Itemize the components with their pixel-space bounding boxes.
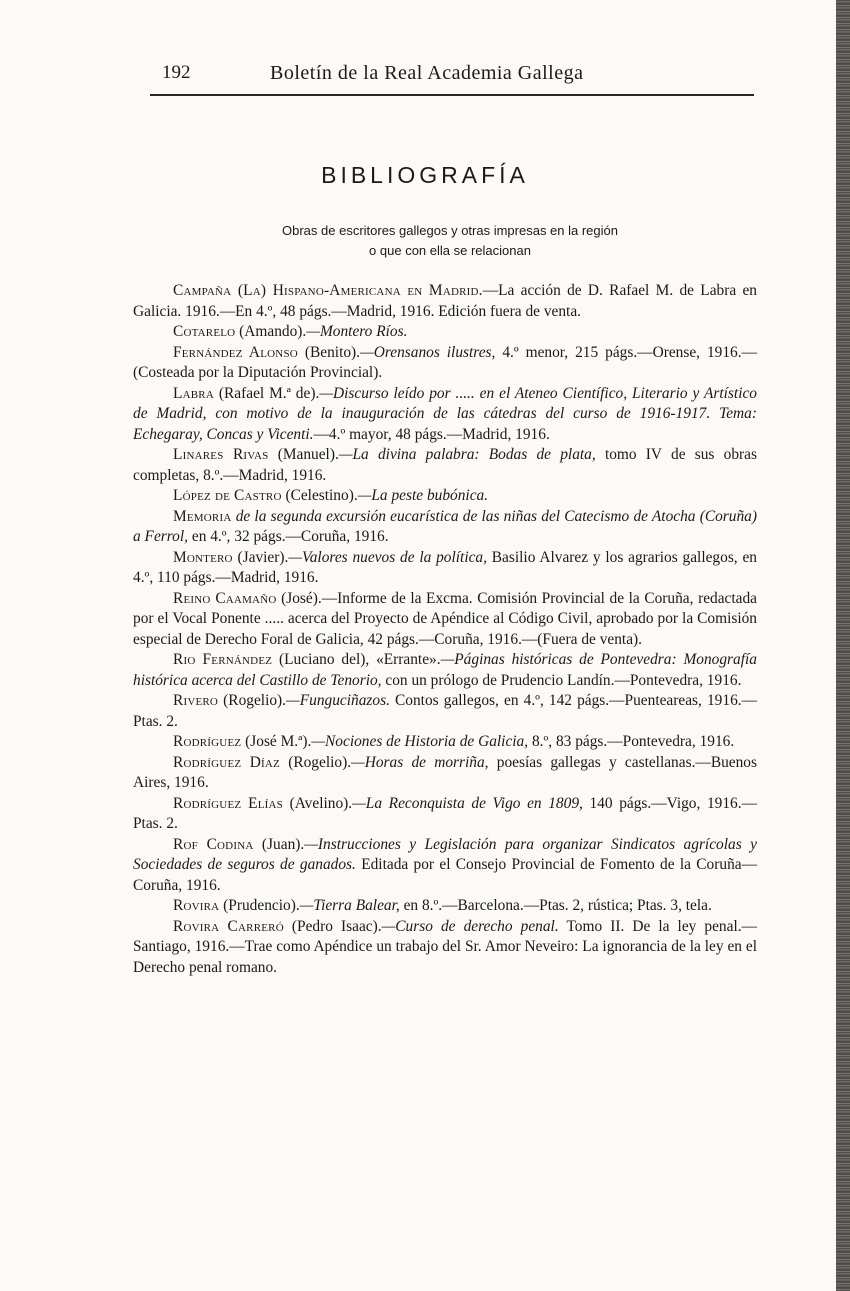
bibliography-entry bbox=[133, 732, 757, 753]
scanned-page-edge bbox=[836, 0, 850, 1291]
subtitle-line-1: Obras de escritores gallegos y otras impresas en la región bbox=[282, 223, 618, 238]
entry-author-name: (Prudencio). bbox=[219, 897, 300, 914]
section-subtitle bbox=[200, 221, 700, 261]
entry-details: con un prólogo de Prudencio Landín.—Pontevedra, 1916. bbox=[381, 671, 742, 689]
bibliography-entry bbox=[133, 917, 757, 979]
entry-author: Rodríguez Elías bbox=[173, 794, 283, 812]
entry-author: Fernández Alonso bbox=[173, 343, 298, 361]
entry-details: Basilio Alvarez y los agrarios gallegos, en 4.º, 110 págs.—Madrid, 1916. bbox=[133, 548, 757, 586]
bibliography-entry bbox=[133, 896, 757, 917]
entry-work: —Curso de derecho penal. bbox=[381, 917, 559, 935]
running-header bbox=[150, 60, 754, 96]
entry-work: —Nociones de Historia de Galicia, bbox=[311, 733, 529, 750]
entry-author-name: (Amando). bbox=[235, 323, 307, 340]
bibliography-entry bbox=[133, 486, 757, 507]
entry-author: Rodríguez bbox=[173, 733, 242, 750]
entry-work: —Funguciñazos. bbox=[286, 692, 390, 709]
entry-details: Tomo II. De la ley penal.—Santiago, 1916.—Trae como Apéndice un trabajo del Sr. Amor Neveiro: La ignorancia de la ley en el Derecho penal romano. bbox=[133, 917, 757, 976]
entry-author: Rovira Carreró bbox=[173, 917, 284, 935]
section-title: BIBLIOGRAFÍA bbox=[321, 162, 529, 188]
entry-details: en 4.º, 32 págs.—Coruña, 1916. bbox=[188, 528, 389, 545]
entry-details: 4.º menor, 215 págs.—Orense, 1916.—(Costeada por la Diputación Provincial). bbox=[133, 343, 757, 381]
bibliography-entry bbox=[133, 384, 757, 446]
bibliography-entry bbox=[133, 835, 757, 897]
entry-details: —4.º mayor, 48 págs.—Madrid, 1916. bbox=[313, 425, 550, 443]
entry-author: Rodríguez Díaz bbox=[173, 753, 280, 771]
entry-work: —Discurso leído por ..... en el Ateneo Científico, Literario y Artístico de Madrid, con motivo de la inauguración de las cátedras del curso de 1916-1917. Tema: Echegaray, Concas y Vicenti. bbox=[133, 384, 757, 443]
entry-author-name: (Celestino). bbox=[281, 487, 358, 504]
entry-work: —La divina palabra: Bodas de plata, bbox=[338, 446, 596, 463]
entry-author-name: (Rafael M.ª de). bbox=[213, 384, 320, 402]
entry-work: de la segunda excursión eucarística de las niñas del Catecismo de Atocha (Coruña) a Ferrol, bbox=[133, 507, 757, 545]
entry-author-name: (Avelino). bbox=[282, 794, 353, 812]
entry-details: Editada por el Consejo Provincial de Fomento de la Coruña—Coruña, 1916. bbox=[133, 856, 757, 894]
entry-author-name: (Manuel). bbox=[268, 446, 339, 463]
bibliography-entry bbox=[133, 507, 757, 548]
entry-author: López de Castro bbox=[173, 487, 282, 504]
entry-author: Reino Caamaño bbox=[173, 589, 277, 607]
bibliography-entry bbox=[133, 650, 757, 691]
entry-work: —Valores nuevos de la política, bbox=[288, 548, 487, 566]
entry-author-name: (Rogelio). bbox=[218, 692, 287, 709]
bibliography-entry bbox=[133, 281, 757, 322]
entry-author: Linares Rivas bbox=[173, 446, 269, 463]
entry-author: Cotarelo bbox=[173, 323, 236, 340]
bibliography-list bbox=[133, 281, 757, 978]
entry-details: Contos gallegos, en 4.º, 142 págs.—Puenteareas, 1916.—Ptas. 2. bbox=[133, 692, 758, 730]
subtitle-line-2: o que con ella se relacionan bbox=[369, 243, 531, 258]
bibliography-entry bbox=[133, 322, 757, 343]
entry-author: Rio Fernández bbox=[173, 651, 273, 668]
entry-work: —Tierra Balear, bbox=[299, 897, 400, 914]
entry-details: poesías gallegas y castellanas.—Buenos Aires, 1916. bbox=[133, 753, 757, 791]
entry-author: Labra bbox=[173, 384, 214, 402]
entry-details: 140 págs.—Vigo, 1916.—Ptas. 2. bbox=[133, 794, 757, 832]
entry-author-name: (José). bbox=[276, 589, 322, 607]
bibliography-entry bbox=[133, 794, 757, 835]
entry-author-name: (Juan). bbox=[253, 835, 305, 853]
bibliography-entry bbox=[133, 691, 757, 732]
entry-author: Rof Codina bbox=[173, 835, 254, 853]
entry-details: —La acción de D. Rafael M. de Labra en Galicia. 1916.—En 4.º, 48 págs.—Madrid, 1916. Edición fuera de venta. bbox=[133, 282, 757, 320]
entry-author: Rovira bbox=[173, 897, 220, 914]
entry-author: Memoria bbox=[173, 507, 232, 525]
bibliography-entry bbox=[133, 548, 757, 589]
entry-work: —Orensanos ilustres, bbox=[360, 343, 496, 361]
entry-author-name: (Rogelio). bbox=[279, 753, 352, 771]
entry-details: en 8.º.—Barcelona.—Ptas. 2, rústica; Ptas. 3, tela. bbox=[399, 897, 712, 914]
entry-details: tomo IV de sus obras completas, 8.º.—Madrid, 1916. bbox=[133, 446, 757, 484]
journal-title: Boletín de la Real Academia Gallega bbox=[270, 62, 584, 84]
entry-author-name: (Luciano del), «Errante». bbox=[272, 651, 441, 668]
entry-work: —La Reconquista de Vigo en 1809, bbox=[352, 794, 583, 812]
bibliography-entry bbox=[133, 343, 757, 384]
entry-author: Rivero bbox=[173, 692, 219, 709]
entry-work: —Horas de morriña, bbox=[351, 753, 489, 771]
bibliography-entry bbox=[133, 753, 757, 794]
bibliography-entry bbox=[133, 589, 757, 651]
entry-author: Montero bbox=[173, 548, 233, 566]
entry-author-name: (Javier). bbox=[232, 548, 289, 566]
entry-work: —Instrucciones y Legislación para organizar Sindicatos agrícolas y Sociedades de seguros de ganados. bbox=[133, 835, 757, 873]
entry-work: —La peste bubónica. bbox=[357, 487, 489, 504]
bibliography-entry bbox=[133, 445, 757, 486]
entry-details: —Informe de la Excma. Comisión Provincial de la Coruña, redactada por el Vocal Ponente ..... acerca del Proyecto de Apéndice al Código Civil, aprobado por la Comisión especial de Derecho Foral de Galicia, 42 págs.—Coruña, 1916.—(Fuera de venta). bbox=[133, 589, 758, 648]
entry-author-name: (Benito). bbox=[297, 343, 361, 361]
entry-author-name: (Pedro Isaac). bbox=[283, 917, 382, 935]
entry-author: Campaña (La) Hispano-Americana en Madrid. bbox=[173, 282, 483, 299]
entry-work: —Páginas históricas de Pontevedra: Monografía histórica acerca del Castillo de Tenorio, bbox=[133, 651, 757, 689]
entry-work: —Montero Ríos. bbox=[306, 323, 408, 340]
page-number: 192 bbox=[162, 62, 191, 83]
entry-author-name: (José M.ª). bbox=[241, 733, 312, 750]
entry-details: 8.º, 83 págs.—Pontevedra, 1916. bbox=[528, 733, 735, 750]
